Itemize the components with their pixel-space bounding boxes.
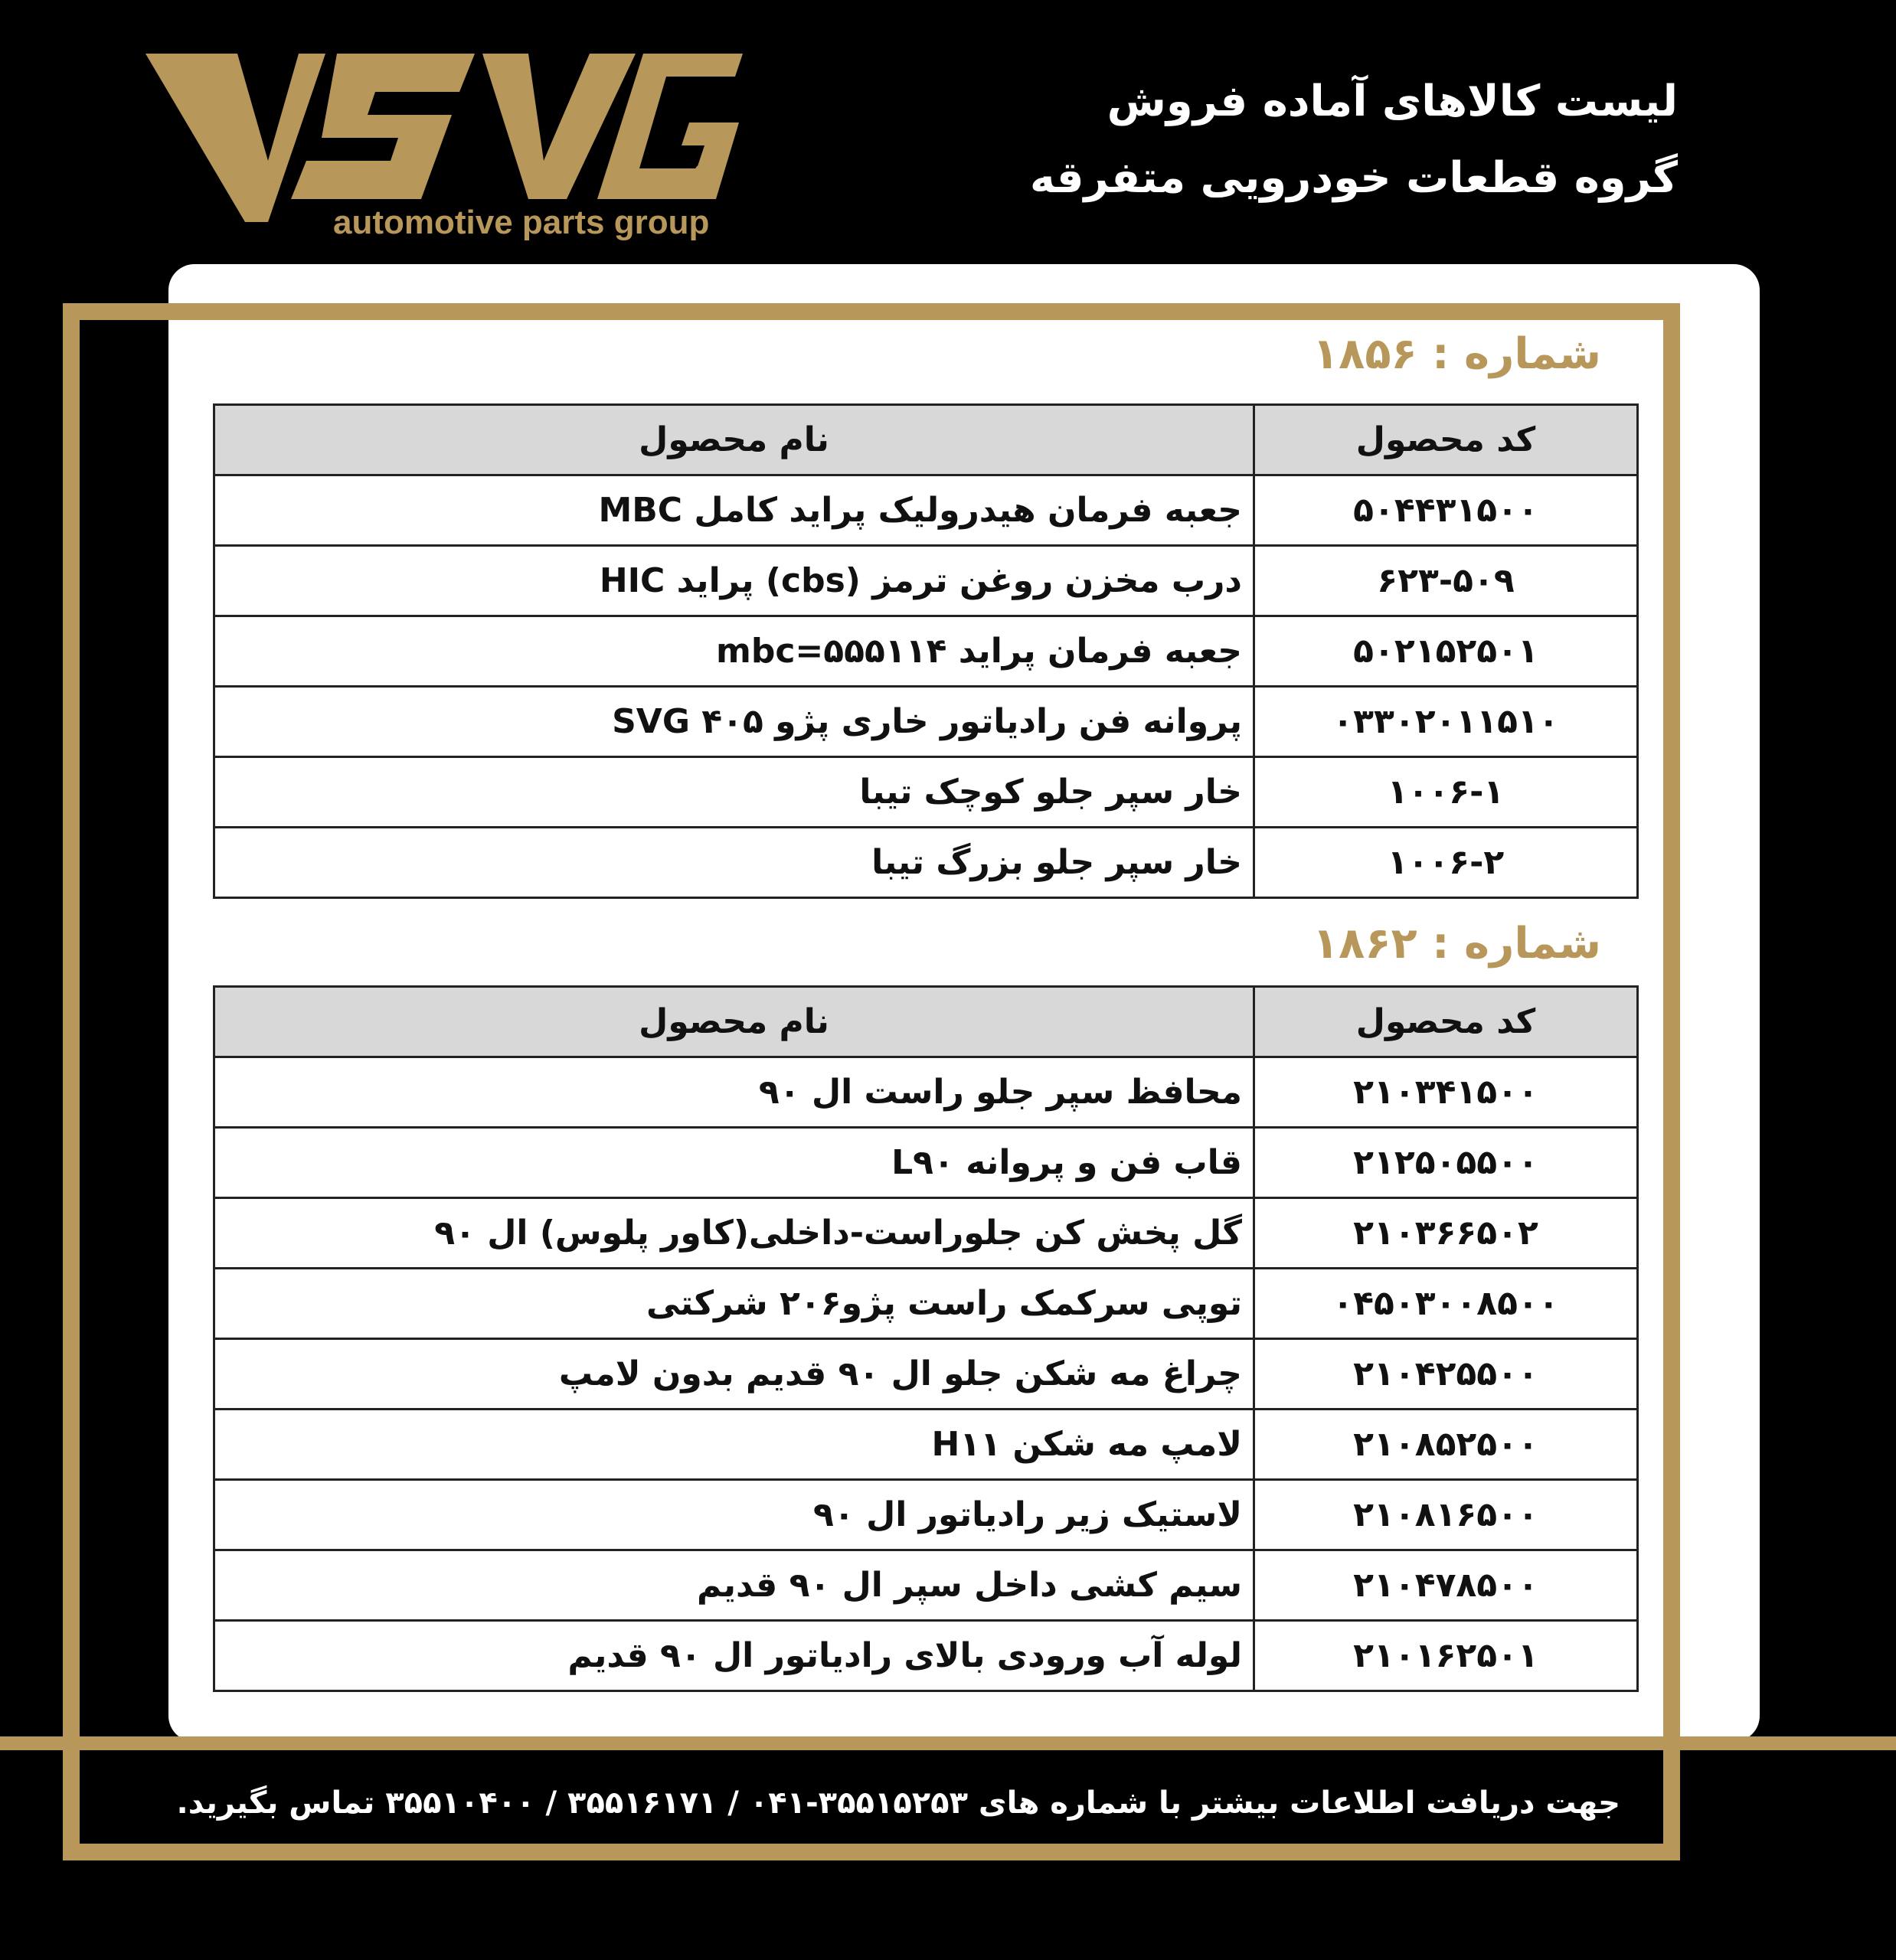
product-name-cell: پروانه فن رادیاتور خاری پژو ۴۰۵ SVG [214, 687, 1254, 757]
parts-table [213, 985, 1639, 1692]
product-name-cell: لامپ مه شکن H۱۱ [214, 1410, 1254, 1480]
column-header-code: کد محصول [1254, 987, 1638, 1057]
table-row [214, 546, 1638, 616]
product-name-cell: قاب فن و پروانه L۹۰ [214, 1128, 1254, 1198]
table-row [214, 1128, 1638, 1198]
product-code-cell: ۲۱۰۸۵۲۵۰۰ [1254, 1410, 1638, 1480]
table-row [214, 828, 1638, 898]
logo-tagline: automotive parts group [333, 204, 710, 241]
product-name-cell: گل پخش کن جلوراست-داخلی(کاور پلوس) ال ۹۰ [214, 1198, 1254, 1269]
parts-table [213, 403, 1639, 899]
product-code-cell: ۲۱۰۳۶۶۵۰۲ [1254, 1198, 1638, 1269]
product-code-cell: ۲۱۰۴۷۸۵۰۰ [1254, 1550, 1638, 1621]
table-row [214, 757, 1638, 828]
product-name-cell: خار سپر جلو کوچک تیبا [214, 757, 1254, 828]
section-number-title: شماره : ۱۸۵۶ [1312, 329, 1601, 379]
svg-logo [145, 46, 743, 245]
table-row [214, 1550, 1638, 1621]
product-name-cell: سیم کشی داخل سپر ال ۹۰ قدیم [214, 1550, 1254, 1621]
header-title-line2: گروه قطعات خودرویی متفرقه [1029, 153, 1678, 203]
product-code-cell: ۰۳۳۰۲۰۱۱۵۱۰ [1254, 687, 1638, 757]
header-title-line1: لیست کالاهای آماده فروش [1107, 77, 1678, 126]
table-row [214, 1198, 1638, 1269]
product-code-cell: ۲۱۰۴۲۵۵۰۰ [1254, 1339, 1638, 1410]
table-row [214, 687, 1638, 757]
gold-frame-segment [63, 1844, 1680, 1860]
footer-gold-line [0, 1736, 1896, 1750]
section-number-title: شماره : ۱۸۶۲ [1312, 919, 1601, 969]
product-name-cell: لاستیک زیر رادیاتور ال ۹۰ [214, 1480, 1254, 1550]
product-code-cell: ۲۱۰۱۶۲۵۰۱ [1254, 1621, 1638, 1691]
product-name-cell: چراغ مه شکن جلو ال ۹۰ قدیم بدون لامپ [214, 1339, 1254, 1410]
table-row [214, 1621, 1638, 1691]
product-name-cell: جعبه فرمان پراید ۵۵۵۱۱۴=mbc [214, 616, 1254, 687]
registered-mark: ® [691, 158, 717, 189]
table-row [214, 1480, 1638, 1550]
column-header-name: نام محصول [214, 405, 1254, 475]
product-code-cell: ۱۰۰۶-۲ [1254, 828, 1638, 898]
table-header-row [214, 405, 1638, 475]
table-row [214, 1339, 1638, 1410]
product-code-cell: ۵۰۲۱۵۲۵۰۱ [1254, 616, 1638, 687]
product-name-cell: درب مخزن روغن ترمز (cbs) پراید HIC [214, 546, 1254, 616]
footer-contact-text: جهت دریافت اطلاعات بیشتر با شماره های ۳۵۵۱۵۲۵۳-۰۴۱ / ۳۵۵۱۶۱۷۱ / ۳۵۵۱۰۴۰۰ تماس بگیرید. [176, 1785, 1620, 1821]
table-row [214, 475, 1638, 546]
table-row [214, 1269, 1638, 1339]
table-row [214, 1057, 1638, 1128]
gold-frame-segment [1663, 1736, 1680, 1860]
product-code-cell: ۲۱۰۳۴۱۵۰۰ [1254, 1057, 1638, 1128]
product-name-cell: خار سپر جلو بزرگ تیبا [214, 828, 1254, 898]
product-code-cell: ۱۰۰۶-۱ [1254, 757, 1638, 828]
product-code-cell: ۵۰۴۴۳۱۵۰۰ [1254, 475, 1638, 546]
product-name-cell: محافظ سپر جلو راست ال ۹۰ [214, 1057, 1254, 1128]
product-code-cell: ۲۱۲۵۰۵۵۰۰ [1254, 1128, 1638, 1198]
product-code-cell: ۲۱۰۸۱۶۵۰۰ [1254, 1480, 1638, 1550]
product-name-cell: جعبه فرمان هیدرولیک پراید کامل MBC [214, 475, 1254, 546]
product-name-cell: توپی سرکمک راست پژو۲۰۶ شرکتی [214, 1269, 1254, 1339]
column-header-name: نام محصول [214, 987, 1254, 1057]
product-name-cell: لوله آب ورودی بالای رادیاتور ال ۹۰ قدیم [214, 1621, 1254, 1691]
table-row [214, 616, 1638, 687]
gold-frame-segment [63, 1736, 80, 1860]
product-code-cell: ۰۴۵۰۳۰۰۸۵۰۰ [1254, 1269, 1638, 1339]
table-row [214, 1410, 1638, 1480]
column-header-code: کد محصول [1254, 405, 1638, 475]
table-header-row [214, 987, 1638, 1057]
product-code-cell: ۶۲۳-۵۰۹ [1254, 546, 1638, 616]
